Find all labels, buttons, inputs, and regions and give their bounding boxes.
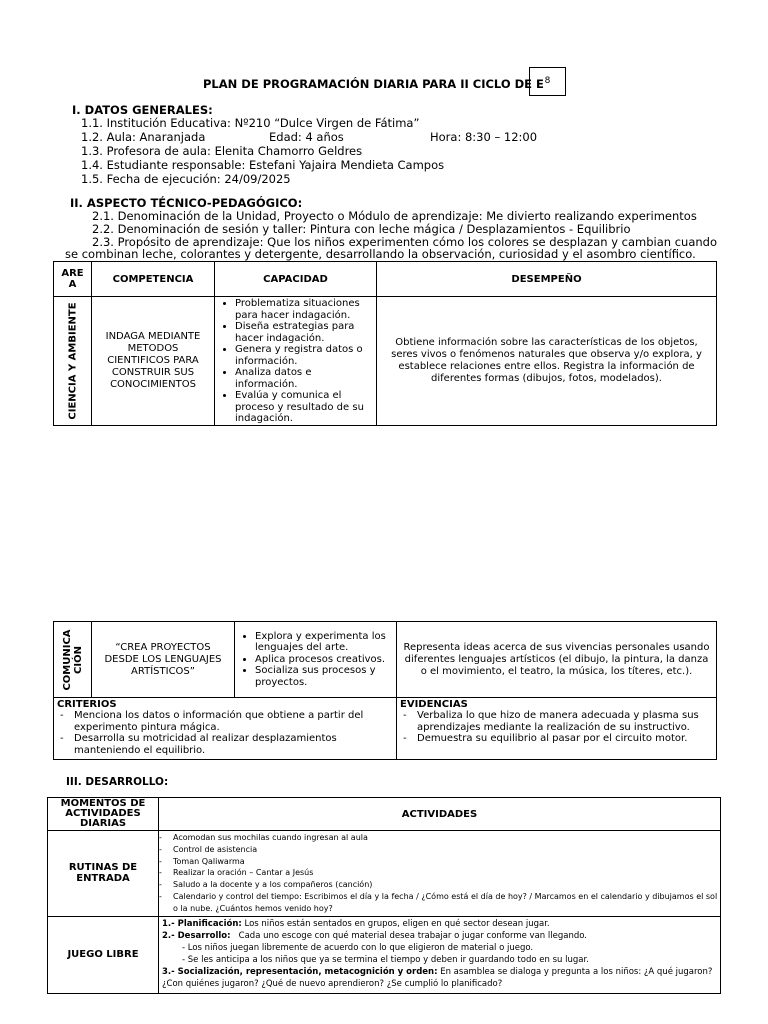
juego-libre-cell <box>159 916 721 993</box>
rutina-item: - Saludo a la docente y a los compañeros (canción) <box>173 879 718 891</box>
socializacion-label: 3.- Socialización, representación, metacognición y orden: <box>162 966 438 977</box>
desempeno-communication: Representa ideas acerca de sus vivencias personales usando diferentes lenguajes artísticos (el dibujo, la pintura, la danza o el movimiento, el teatro, la música, los títeres, etc.). <box>397 622 717 698</box>
institution-line: 1.1. Institución Educativa: Nº210 “Dulce Virgen de Fátima” <box>81 116 420 130</box>
header-competencia: COMPETENCIA <box>92 262 215 297</box>
header-capacidad: CAPACIDAD <box>215 262 377 297</box>
page-number-box: 8 <box>529 67 566 96</box>
rutina-item: - Acomodan sus mochilas cuando ingresan al aula <box>173 832 718 844</box>
header-area <box>54 262 92 297</box>
capacidad-item: • Socializa sus procesos y proyectos. <box>255 665 396 688</box>
capacidad-item: • Diseña estrategias para hacer indagación. <box>235 321 376 344</box>
rutina-item: - Control de asistencia <box>173 844 718 856</box>
header-actividades: ACTIVIDADES <box>159 798 721 831</box>
area-label-line1: COMUNICA <box>61 628 73 691</box>
purpose-line-1: 2.3. Propósito de aprendizaje: Que los niños experimenten cómo los colores se desplazan y cambian cuando <box>92 235 718 249</box>
capacidades-science <box>215 297 377 426</box>
teacher-line: 1.3. Profesora de aula: Elenita Chamorro Geldres <box>81 144 363 158</box>
area-cell-communication <box>54 622 92 698</box>
capacidad-item: • Explora y experimenta los lenguajes del arte. <box>255 631 396 654</box>
desempeno-science: Obtiene información sobre las características de los objetos, seres vivos o fenómenos naturales que observa y/o explora, y establece relaciones entre ellos. Registra la información de diferentes formas (dibujos, fotos, modelados). <box>377 297 717 426</box>
header-momentos: MOMENTOS DE ACTIVIDADES DIARIAS <box>48 798 159 831</box>
rutina-item: - Toman Qaliwarma <box>173 856 718 868</box>
activities-table <box>47 797 721 994</box>
evidencias-title: EVIDENCIAS <box>400 699 468 710</box>
competencia-communication: “CREA PROYECTOS DESDE LOS LENGUAJES ARTÍSTICOS” <box>92 622 235 698</box>
date-line: 1.5. Fecha de ejecución: 24/09/2025 <box>81 172 291 186</box>
section-1-heading: I. DATOS GENERALES: <box>72 103 213 117</box>
capacidad-item: • Analiza datos e información. <box>235 367 376 390</box>
capacidades-communication <box>235 622 397 698</box>
header-area-line2: A <box>68 279 77 290</box>
area-cell-science <box>54 297 92 426</box>
purpose-line-2: se combinan leche, colorantes y detergente, desarrollando la observación, curiosidad y el asombro científico. <box>65 247 696 261</box>
competency-table-science <box>53 261 717 426</box>
label-rutinas: RUTINAS DE ENTRADA <box>48 831 159 917</box>
criterio-item: - Desarrolla su motricidad al realizar desplazamientos manteniendo el equilibrio. <box>74 733 393 756</box>
age-line: Edad: 4 años <box>269 130 344 144</box>
header-desempeno: DESEMPEÑO <box>377 262 717 297</box>
session-line: 2.2. Denominación de sesión y taller: Pintura con leche mágica / Desplazamientos - Equilibrio <box>92 222 631 236</box>
evidencia-item: - Demuestra su equilibrio al pasar por el circuito motor. <box>417 733 713 745</box>
criterios-title: CRITERIOS <box>57 699 117 710</box>
time-line: Hora: 8:30 – 12:00 <box>430 130 538 144</box>
socializacion-text: En asamblea se dialoga y pregunta a los niños: ¿A qué jugaron? ¿Con quiénes jugaron? ¿Qué de nuevo aprendieron? ¿Se cumplió lo planificado? <box>162 966 713 989</box>
criterio-item: - Menciona los datos o información que obtiene a partir del experimento pintura mágica. <box>74 710 393 733</box>
rutinas-cell <box>159 831 721 917</box>
area-label-science: CIENCIA Y AMBIENTE <box>67 302 78 420</box>
criterios-cell <box>54 698 397 760</box>
header-area-line1: ARE <box>61 268 84 279</box>
planificacion-label: 1.- Planificación: <box>162 918 242 929</box>
capacidad-item: • Genera y registra datos o información. <box>235 344 376 367</box>
desarrollo-sub-2: - Se les anticipa a los niños que ya se termina el tiempo y deben ir guardando todo en su lugar. <box>182 954 589 965</box>
planificacion-line <box>162 918 717 930</box>
capacidad-item: • Evalúa y comunica el proceso y resultado de su indagación. <box>235 390 376 425</box>
capacidad-item: • Aplica procesos creativos. <box>255 654 396 666</box>
planificacion-text: Los niños están sentados en grupos, eligen en qué sector desean jugar. <box>241 918 550 929</box>
area-label-line2: CIÓN <box>72 645 84 674</box>
desarrollo-line <box>162 930 717 942</box>
rutina-item: - Realizar la oración – Cantar a Jesús <box>173 867 718 879</box>
student-line: 1.4. Estudiante responsable: Estefani Yajaira Mendieta Campos <box>81 158 445 172</box>
classroom-line: 1.2. Aula: Anaranjada <box>81 130 206 144</box>
socializacion-line <box>162 966 717 990</box>
desarrollo-sub-1: - Los niños juegan libremente de acuerdo con lo que eligieron de material o juego. <box>182 942 534 953</box>
desarrollo-text: Cada uno escoge con qué material desea trabajar o jugar conforme van llegando. <box>230 930 587 941</box>
section-3-heading: III. DESARROLLO: <box>66 776 169 788</box>
unit-line: 2.1. Denominación de la Unidad, Proyecto o Módulo de aprendizaje: Me divierto realizando experimentos <box>92 209 697 223</box>
evidencia-item: - Verbaliza lo que hizo de manera adecuada y plasma sus aprendizajes mediante la realización de su instructivo. <box>417 710 713 733</box>
area-label-communication <box>62 629 84 690</box>
evidencias-cell <box>397 698 717 760</box>
label-juego-libre: JUEGO LIBRE <box>48 916 159 993</box>
competencia-science: INDAGA MEDIANTE METODOS CIENTIFICOS PARA CONSTRUIR SUS CONOCIMIENTOS <box>92 297 215 426</box>
document-title: PLAN DE PROGRAMACIÓN DIARIA PARA II CICLO DE E <box>203 77 544 91</box>
rutina-item: - Calendario y control del tiempo: Escribimos el día y la fecha / ¿Cómo está el día de hoy? / Marcamos en el calendario y dibujamos el sol o la nube. ¿Cuántos hemos venido hoy? <box>173 891 718 915</box>
section-2-heading: II. ASPECTO TÉCNICO-PEDAGÓGICO: <box>70 196 303 210</box>
competency-table-communication <box>53 621 717 760</box>
capacidad-item: • Problematiza situaciones para hacer indagación. <box>235 298 376 321</box>
desarrollo-label: 2.- Desarrollo: <box>162 930 231 941</box>
